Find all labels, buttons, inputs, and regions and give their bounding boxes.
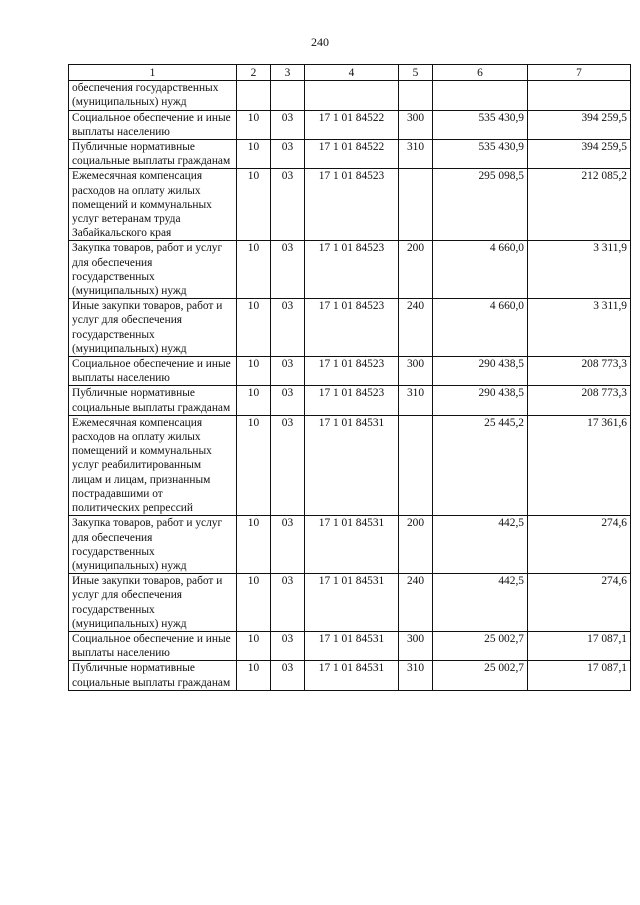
target-article-cell: 17 1 01 84531 <box>305 661 399 690</box>
amount-col-6-cell: 25 002,7 <box>433 631 528 660</box>
expense-type-cell: 240 <box>399 574 433 632</box>
header-col-4: 4 <box>305 65 399 81</box>
amount-col-6-cell: 4 660,0 <box>433 241 528 299</box>
subsection-code-cell: 03 <box>271 299 305 357</box>
amount-col-6-cell: 4 660,0 <box>433 299 528 357</box>
amount-col-6-cell: 290 438,5 <box>433 386 528 415</box>
amount-col-7-cell: 212 085,2 <box>528 169 631 241</box>
header-col-5: 5 <box>399 65 433 81</box>
amount-col-7-cell: 3 311,9 <box>528 299 631 357</box>
subsection-code-cell: 03 <box>271 631 305 660</box>
row-name-cell: обеспечения государственных (муниципальных) нужд <box>69 81 237 110</box>
target-article-cell: 17 1 01 84523 <box>305 241 399 299</box>
amount-col-7-cell: 274,6 <box>528 574 631 632</box>
table-row <box>69 241 631 299</box>
amount-col-6-cell: 442,5 <box>433 574 528 632</box>
header-col-7: 7 <box>528 65 631 81</box>
subsection-code-cell: 03 <box>271 169 305 241</box>
table-row <box>69 631 631 660</box>
header-col-2: 2 <box>237 65 271 81</box>
expense-type-cell <box>399 169 433 241</box>
section-code-cell: 10 <box>237 110 271 139</box>
header-col-3: 3 <box>271 65 305 81</box>
subsection-code-cell: 03 <box>271 661 305 690</box>
row-name-cell: Публичные нормативные социальные выплаты гражданам <box>69 661 237 690</box>
target-article-cell: 17 1 01 84531 <box>305 574 399 632</box>
table-row <box>69 661 631 690</box>
expense-type-cell: 200 <box>399 241 433 299</box>
table-row <box>69 386 631 415</box>
table-body <box>69 81 631 691</box>
amount-col-7-cell: 274,6 <box>528 516 631 574</box>
section-code-cell: 10 <box>237 415 271 515</box>
section-code-cell <box>237 81 271 110</box>
subsection-code-cell: 03 <box>271 516 305 574</box>
target-article-cell: 17 1 01 84522 <box>305 110 399 139</box>
section-code-cell: 10 <box>237 661 271 690</box>
amount-col-7-cell: 17 361,6 <box>528 415 631 515</box>
table-row <box>69 140 631 169</box>
target-article-cell: 17 1 01 84523 <box>305 169 399 241</box>
expense-type-cell: 310 <box>399 140 433 169</box>
amount-col-6-cell: 25 445,2 <box>433 415 528 515</box>
amount-col-7-cell <box>528 81 631 110</box>
table-row <box>69 110 631 139</box>
amount-col-6-cell: 535 430,9 <box>433 110 528 139</box>
row-name-cell: Социальное обеспечение и иные выплаты населению <box>69 631 237 660</box>
amount-col-7-cell: 17 087,1 <box>528 661 631 690</box>
row-name-cell: Публичные нормативные социальные выплаты гражданам <box>69 140 237 169</box>
header-col-6: 6 <box>433 65 528 81</box>
section-code-cell: 10 <box>237 631 271 660</box>
table-row <box>69 169 631 241</box>
amount-col-6-cell: 442,5 <box>433 516 528 574</box>
target-article-cell: 17 1 01 84531 <box>305 415 399 515</box>
amount-col-7-cell: 208 773,3 <box>528 386 631 415</box>
expense-type-cell: 200 <box>399 516 433 574</box>
table-row <box>69 415 631 515</box>
table-row <box>69 299 631 357</box>
expense-type-cell: 310 <box>399 661 433 690</box>
expense-type-cell: 310 <box>399 386 433 415</box>
subsection-code-cell: 03 <box>271 415 305 515</box>
row-name-cell: Закупка товаров, работ и услуг для обеспечения государственных (муниципальных) нужд <box>69 516 237 574</box>
target-article-cell: 17 1 01 84531 <box>305 631 399 660</box>
subsection-code-cell: 03 <box>271 574 305 632</box>
section-code-cell: 10 <box>237 516 271 574</box>
amount-col-7-cell: 17 087,1 <box>528 631 631 660</box>
target-article-cell <box>305 81 399 110</box>
target-article-cell: 17 1 01 84523 <box>305 357 399 386</box>
section-code-cell: 10 <box>237 357 271 386</box>
expense-type-cell <box>399 415 433 515</box>
section-code-cell: 10 <box>237 299 271 357</box>
section-code-cell: 10 <box>237 386 271 415</box>
expense-type-cell <box>399 81 433 110</box>
subsection-code-cell: 03 <box>271 357 305 386</box>
row-name-cell: Иные закупки товаров, работ и услуг для обеспечения государственных (муниципальных) нужд <box>69 574 237 632</box>
amount-col-6-cell: 535 430,9 <box>433 140 528 169</box>
subsection-code-cell: 03 <box>271 140 305 169</box>
header-row <box>69 65 631 81</box>
expense-type-cell: 300 <box>399 357 433 386</box>
expense-type-cell: 300 <box>399 631 433 660</box>
row-name-cell: Ежемесячная компенсация расходов на оплату жилых помещений и коммунальных услуг реабилитированным лицам и лицам, признанным пострадавшими от политических репрессий <box>69 415 237 515</box>
row-name-cell: Ежемесячная компенсация расходов на оплату жилых помещений и коммунальных услуг ветеранам труда Забайкальского края <box>69 169 237 241</box>
section-code-cell: 10 <box>237 140 271 169</box>
header-col-1: 1 <box>69 65 237 81</box>
table-row <box>69 516 631 574</box>
expense-type-cell: 300 <box>399 110 433 139</box>
amount-col-6-cell: 25 002,7 <box>433 661 528 690</box>
section-code-cell: 10 <box>237 169 271 241</box>
row-name-cell: Социальное обеспечение и иные выплаты населению <box>69 110 237 139</box>
section-code-cell: 10 <box>237 241 271 299</box>
target-article-cell: 17 1 01 84522 <box>305 140 399 169</box>
row-name-cell: Иные закупки товаров, работ и услуг для обеспечения государственных (муниципальных) нужд <box>69 299 237 357</box>
subsection-code-cell: 03 <box>271 110 305 139</box>
amount-col-7-cell: 3 311,9 <box>528 241 631 299</box>
target-article-cell: 17 1 01 84531 <box>305 516 399 574</box>
page-number: 240 <box>311 35 329 49</box>
amount-col-6-cell: 290 438,5 <box>433 357 528 386</box>
amount-col-6-cell: 295 098,5 <box>433 169 528 241</box>
amount-col-7-cell: 394 259,5 <box>528 140 631 169</box>
amount-col-6-cell <box>433 81 528 110</box>
table-header <box>69 65 631 81</box>
row-name-cell: Публичные нормативные социальные выплаты гражданам <box>69 386 237 415</box>
subsection-code-cell: 03 <box>271 386 305 415</box>
table-row <box>69 81 631 110</box>
budget-table <box>68 64 631 691</box>
target-article-cell: 17 1 01 84523 <box>305 299 399 357</box>
subsection-code-cell: 03 <box>271 241 305 299</box>
amount-col-7-cell: 394 259,5 <box>528 110 631 139</box>
subsection-code-cell <box>271 81 305 110</box>
target-article-cell: 17 1 01 84523 <box>305 386 399 415</box>
row-name-cell: Закупка товаров, работ и услуг для обеспечения государственных (муниципальных) нужд <box>69 241 237 299</box>
table-row <box>69 357 631 386</box>
row-name-cell: Социальное обеспечение и иные выплаты населению <box>69 357 237 386</box>
table-row <box>69 574 631 632</box>
expense-type-cell: 240 <box>399 299 433 357</box>
section-code-cell: 10 <box>237 574 271 632</box>
amount-col-7-cell: 208 773,3 <box>528 357 631 386</box>
